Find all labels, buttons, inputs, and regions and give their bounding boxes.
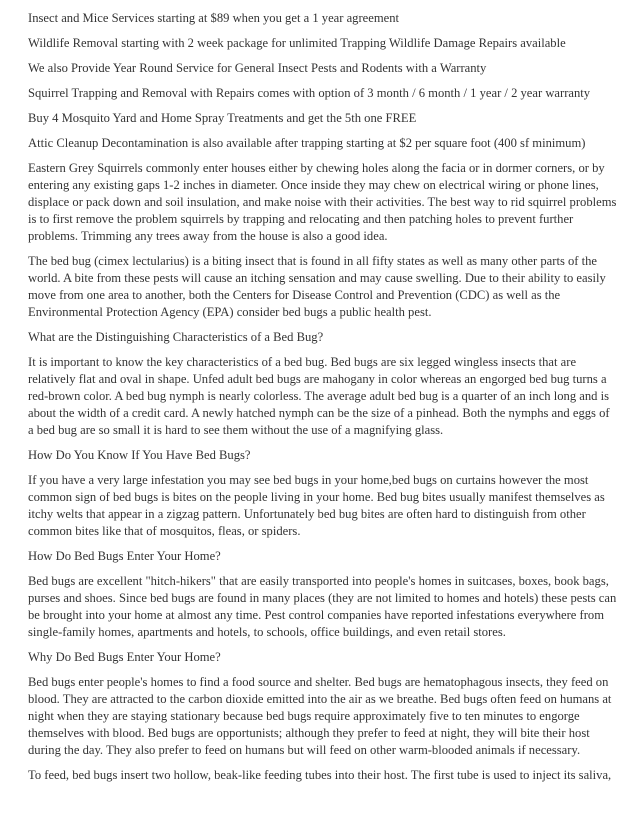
heading-how-enter-home: How Do Bed Bugs Enter Your Home? xyxy=(28,549,221,563)
paragraph-food-source: Bed bugs enter people's homes to find a food source and shelter. Bed bugs are hematophagous insects, they feed on blood. They are attracted to the carbon dioxide emitted into the air as we breathe. Bed bugs often feed on humans at night when they are staying stationary because bed bugs require approximately five to ten minutes to engorge themselves with blood. Bed bugs are opportunists; although they prefer to feed at night, they will bite their host during the day. They also prefer to feed on humans but will feed on other warm-blooded animals if necessary. xyxy=(28,675,612,757)
paragraph-hitch-hikers: Bed bugs are excellent "hitch-hikers" that are easily transported into people's homes in suitcases, boxes, book bags, purses and shoes. Since bed bugs are found in many places (they are not limited to homes and hotels) these pests can be brought into your home at almost any time. Pest control companies have reported infestations everywhere from single-family homes, apartments and hotels, to schools, office buildings, and even retail stores. xyxy=(28,574,617,639)
paragraph-signs-of-bed-bugs: If you have a very large infestation you may see bed bugs in your home,bed bugs on curtains however the most common sign of bed bugs is bites on the people living in your home. Bed bug bites usually manifest themselves as itchy welts that appear in a zigzag pattern. Unfortunately bed bug bites are often hard to distinguish from other common bites like that of mosquitos, fleas, or spiders. xyxy=(28,473,605,538)
heading-how-do-you-know: How Do You Know If You Have Bed Bugs? xyxy=(28,448,251,462)
paragraph-wildlife-removal: Wildlife Removal starting with 2 week package for unlimited Trapping Wildlife Damage Repairs available xyxy=(28,36,566,50)
paragraph-insect-mice-services: Insect and Mice Services starting at $89 when you get a 1 year agreement xyxy=(28,11,400,25)
paragraph-squirrel-trapping: Squirrel Trapping and Removal with Repairs comes with option of 3 month / 6 month / 1 year / 2 year warranty xyxy=(28,86,591,100)
paragraph-attic-cleanup: Attic Cleanup Decontamination is also available after trapping starting at $2 per square foot (400 sf minimum) xyxy=(28,136,586,150)
paragraph-grey-squirrels: Eastern Grey Squirrels commonly enter houses either by chewing holes along the facia or in dormer corners, or by entering any existing gaps 1-2 inches in diameter. Once inside they may chew on electrical wiring or phone lines, displace or pack down and soil insulation, and make noise with their activities. The best way to rid squirrel problems is to first remove the problem squirrels by trapping and relocating and then patching holes to prevent further problems. Trimming any trees away from the house is also a good idea. xyxy=(28,161,617,243)
paragraph-bed-bug-intro: The bed bug (cimex lectularius) is a biting insect that is found in all fifty states as well as many other parts of the world. A bite from these pests will cause an itching sensation and may cause swelling. Due to their ability to easily move from one area to another, both the Centers for Disease Control and Prevention (CDC) as well as the Environmental Protection Agency (EPA) consider bed bugs a public health pest. xyxy=(28,254,606,319)
paragraph-mosquito-treatments: Buy 4 Mosquito Yard and Home Spray Treatments and get the 5th one FREE xyxy=(28,111,417,125)
heading-why-enter-home: Why Do Bed Bugs Enter Your Home? xyxy=(28,650,221,664)
paragraph-year-round-service: We also Provide Year Round Service for General Insect Pests and Rodents with a Warranty xyxy=(28,61,487,75)
heading-distinguishing-characteristics: What are the Distinguishing Characteristics of a Bed Bug? xyxy=(28,330,324,344)
paragraph-feeding-tubes: To feed, bed bugs insert two hollow, beak-like feeding tubes into their host. The first tube is used to inject its saliva, xyxy=(28,768,612,782)
paragraph-characteristics: It is important to know the key characteristics of a bed bug. Bed bugs are six legged wingless insects that are relatively flat and oval in shape. Unfed adult bed bugs are mahogany in color whereas an engorged bed bug turns a red-brown color. A bed bug nymph is nearly colorless. The average adult bed bug is a quarter of an inch long and is about the width of a credit card. A newly hatched nymph can be the size of a pinhead. Both the nymphs and eggs of a bed bug are so small it is hard to see them without the use of a magnifying glass. xyxy=(28,355,610,437)
document-page xyxy=(28,0,618,826)
